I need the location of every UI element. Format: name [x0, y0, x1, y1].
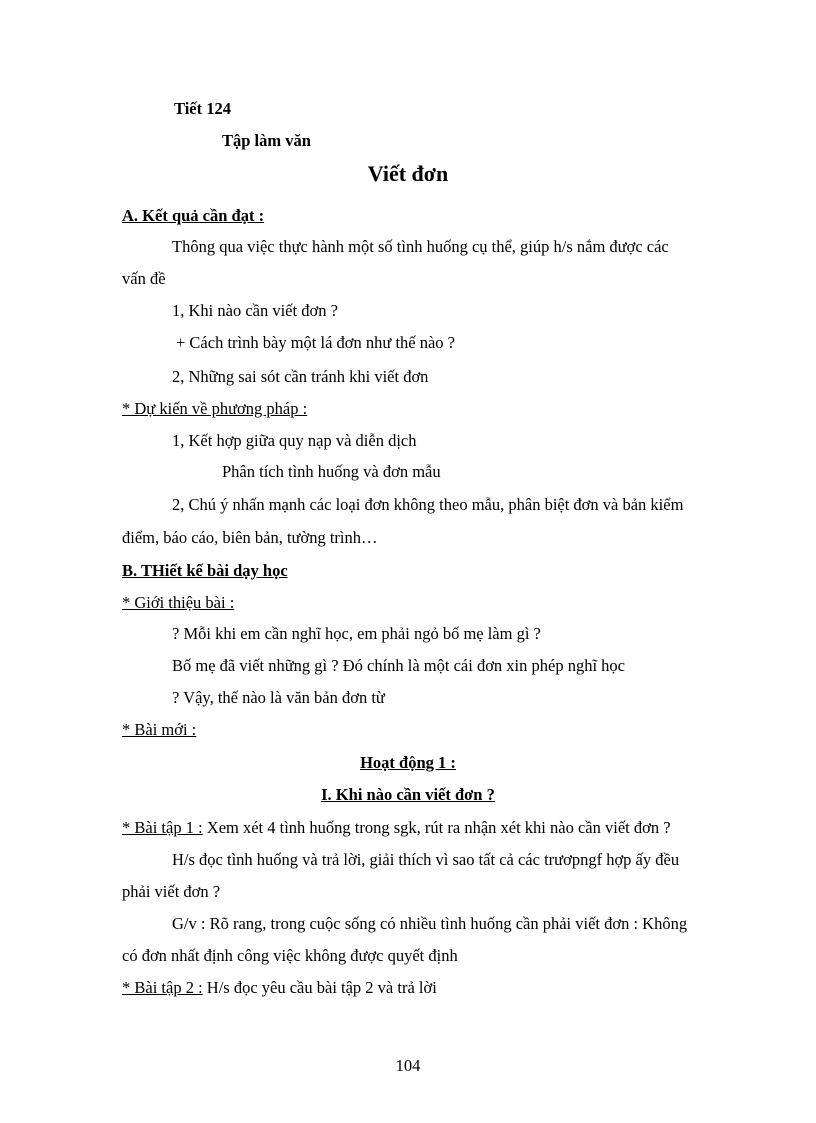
intro-text-line1: Thông qua việc thực hành một số tình huống cụ thể, giúp h/s nắm được các [172, 237, 669, 256]
method-item-1: 1, Kết hợp giữa quy nạp và diễn dịch [172, 431, 417, 450]
exercise-2 [122, 978, 437, 998]
method-item-2-line1: 2, Chú ý nhấn mạnh các loại đơn không theo mẫu, phân biệt đơn và bản kiểm [172, 495, 684, 514]
method-item-2-line2: điểm, báo cáo, biên bản, tường trình… [122, 528, 378, 547]
intro-heading: * Giới thiệu bài : [122, 593, 235, 612]
activity-1-subheading: I. Khi nào cần viết đơn ? [321, 785, 495, 804]
page-title: Viết đơn [367, 161, 449, 186]
intro-question-2: Bố mẹ đã viết những gì ? Đó chính là một cái đơn xin phép nghĩ học [172, 656, 626, 675]
exercise-1 [122, 818, 671, 838]
subject-label: Tập làm văn [222, 131, 311, 150]
exercise-1-answer-line2: phải viết đơn ? [122, 882, 221, 901]
section-b-heading: B. THiết kế bài dạy học [122, 561, 288, 580]
exercise-2-label: * Bài tập 2 : [122, 978, 203, 997]
teacher-note-line1: G/v : Rõ rang, trong cuộc sống có nhiều tình huống cần phải viết đơn : Không [172, 914, 688, 933]
goal-item-1: 1, Khi nào cần viết đơn ? [172, 301, 338, 320]
page-number: 104 [395, 1056, 421, 1075]
method-item-1-sub: Phân tích tình huống và đơn mẫu [222, 462, 441, 481]
activity-1-heading: Hoạt động 1 : [360, 753, 456, 772]
exercise-2-text: H/s đọc yêu cầu bài tập 2 và trả lời [202, 978, 437, 997]
goal-item-2: 2, Những sai sót cần tránh khi viết đơn [172, 367, 429, 386]
exercise-1-answer-line1: H/s đọc tình huống và trả lời, giải thích vì sao tất cả các trươpngf hợp ấy đều [172, 850, 680, 869]
exercise-1-label: * Bài tập 1 : [122, 818, 203, 837]
exercise-1-text: Xem xét 4 tình huống trong sgk, rút ra nhận xét khi nào cần viết đơn ? [202, 818, 671, 837]
intro-question-3: ? Vậy, thế nào là văn bản đơn từ [172, 688, 385, 707]
teacher-note-line2: có đơn nhất định công việc không được quyết định [122, 946, 458, 965]
methods-heading: * Dự kiến về phương pháp : [122, 399, 308, 418]
intro-text-line2: vấn đề [122, 269, 166, 288]
intro-question-1: ? Mỗi khi em cần nghĩ học, em phải ngỏ bố mẹ làm gì ? [172, 624, 541, 643]
goal-item-1-sub: + Cách trình bày một lá đơn như thế nào ? [176, 333, 455, 352]
lesson-number: Tiết 124 [174, 99, 231, 118]
section-a-heading: A. Kết quả cần đạt : [122, 206, 265, 225]
new-lesson-heading: * Bài mới : [122, 720, 197, 739]
